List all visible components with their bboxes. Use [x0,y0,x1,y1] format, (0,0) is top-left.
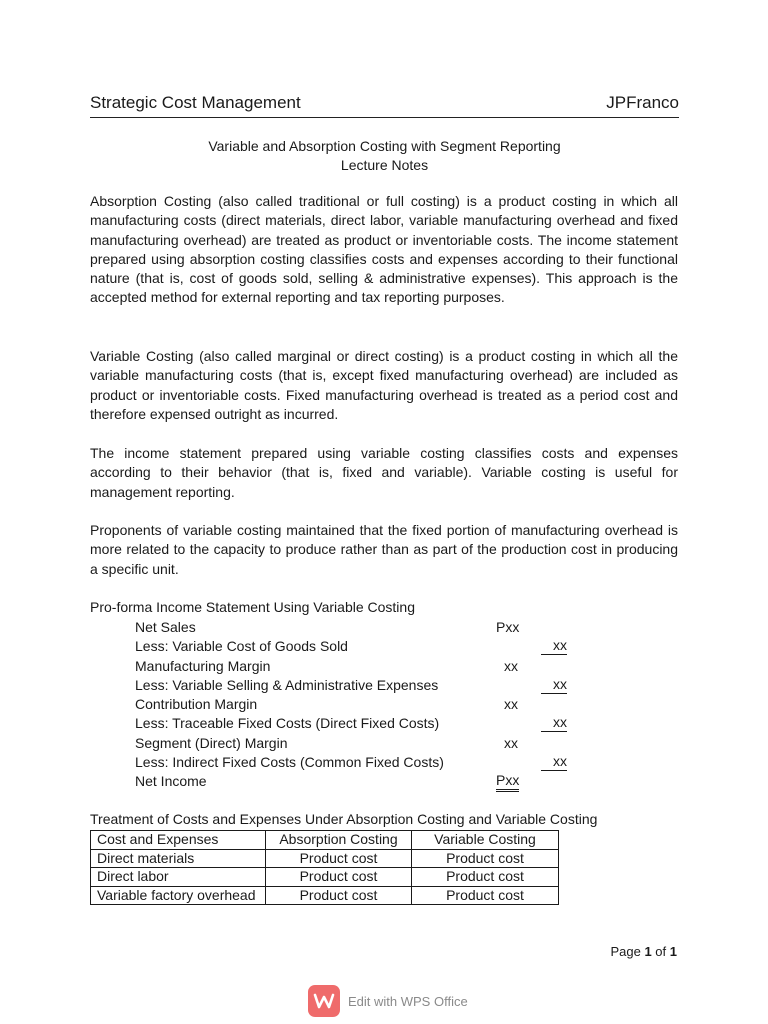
table-cell: Product cost [412,849,559,868]
paragraph-variable-income-statement: The income statement prepared using variable costing classifies costs and expenses according to their behavior (that is, fixed and variable). Variable costing is useful for management reporting. [90,445,678,500]
statement-row [0,772,768,791]
page-total: 1 [669,944,677,959]
table-cell: Product cost [412,886,559,905]
paragraph-proponents: Proponents of variable costing maintained that the fixed portion of manufacturing overhead is more related to the capacity to produce rather than as part of the production cost in producing a specific unit. [90,522,678,577]
paragraph-variable-costing: Variable Costing (also called marginal or direct costing) is a product costing in which all the variable manufacturing costs (that is, except fixed manufacturing overhead) are included as product or inventoriable costs. Fixed manufacturing overhead is treated as a period cost and therefore expensed outright as incurred. [90,348,678,422]
table-cell: Product cost [412,868,559,887]
statement-amount: xx [541,676,567,694]
author-name: JPFranco [606,93,679,112]
statement-label: Less: Variable Selling & Administrative Expenses [135,676,439,693]
table-row [91,886,559,905]
page-header [90,93,679,118]
statement-amount: xx [541,714,567,732]
wps-edit-label[interactable]: Edit with WPS Office [348,993,468,1009]
document-title [90,137,679,175]
table-cell: Variable factory overhead [91,886,266,905]
statement-title: Pro-forma Income Statement Using Variable Costing [90,599,415,615]
wps-logo-icon[interactable] [308,985,340,1017]
statement-amount: Pxx [496,772,519,792]
column-header: Cost and Expenses [91,831,266,850]
title-line-2: Lecture Notes [340,157,429,173]
statement-label: Less: Variable Cost of Goods Sold [135,638,348,655]
statement-amount: xx [541,753,567,771]
paragraph-absorption-costing: Absorption Costing (also called traditional or full costing) is a product costing in which all manufacturing costs (direct materials, direct labor, variable manufacturing overhead and fixed manufacturing overhead) are treated as product or inventoriable costs. The income statement prepared using absorption costing classifies costs and expenses according to their functional nature (that is, cost of goods sold, selling & administrative expenses). This approach is the accepted method for external reporting and tax reporting purposes. [90,193,678,306]
statement-row [0,676,768,695]
table-cell: Product cost [266,849,412,868]
statement-label: Contribution Margin [135,696,258,712]
page-prefix: Page [610,944,641,959]
table-title: Treatment of Costs and Expenses Under Absorption Costing and Variable Costing [90,811,598,827]
statement-row [0,695,768,714]
table-cell: Product cost [266,868,412,887]
statement-row [0,734,768,753]
table-row [91,849,559,868]
table-row [91,868,559,887]
statement-label: Net Sales [135,619,196,635]
table-cell: Direct materials [91,849,266,868]
statement-row [0,618,768,637]
statement-amount: xx [541,637,567,655]
cost-treatment-table [90,830,559,905]
table-cell: Direct labor [91,868,266,887]
statement-row [0,637,768,656]
statement-amount: Pxx [496,619,520,635]
statement-label: Net Income [135,773,207,789]
statement-amount: xx [504,734,518,751]
page-current: 1 [644,944,652,959]
statement-label: Segment (Direct) Margin [135,734,288,751]
course-title: Strategic Cost Management [90,93,301,112]
statement-label: Less: Indirect Fixed Costs (Common Fixed Costs) [135,753,444,770]
statement-row [0,753,768,772]
statement-label: Manufacturing Margin [135,657,271,674]
table-header-row [91,831,559,850]
statement-amount: xx [504,657,518,674]
statement-row [0,657,768,676]
statement-label: Less: Traceable Fixed Costs (Direct Fixed Costs) [135,715,440,732]
table-cell: Product cost [266,886,412,905]
title-line-1: Variable and Absorption Costing with Segment Reporting [208,138,561,154]
column-header: Absorption Costing [266,831,412,850]
wps-edit-banner[interactable] [308,985,468,1017]
page-number [610,943,677,960]
page-of: of [655,944,667,959]
column-header: Variable Costing [412,831,559,850]
statement-amount: xx [504,696,518,712]
statement-row [0,714,768,733]
wps-w-glyph-icon [313,992,335,1010]
